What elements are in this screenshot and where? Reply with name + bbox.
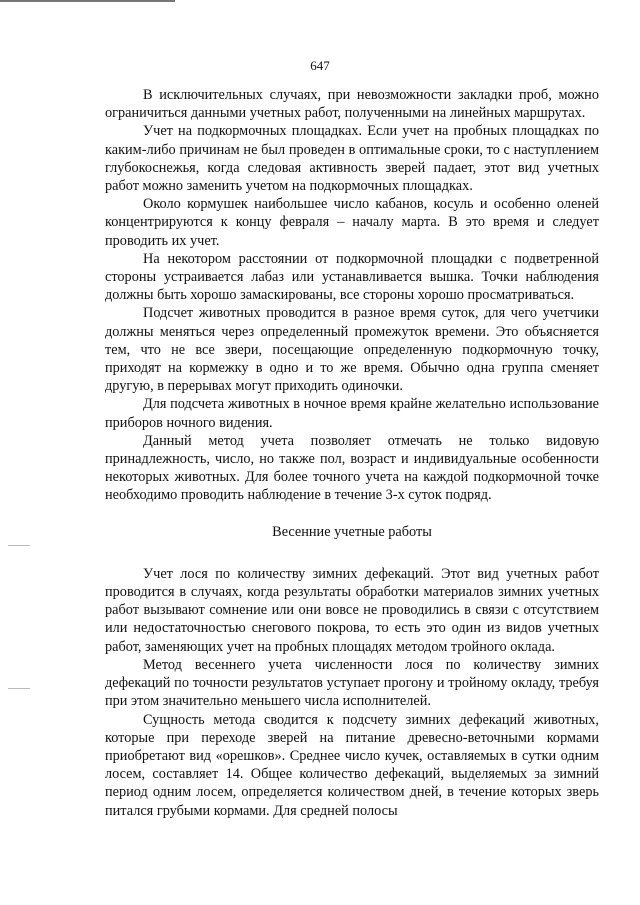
margin-mark <box>8 688 30 689</box>
section-heading: Весенние учетные работы <box>272 523 432 540</box>
paragraph: Сущность метода сводится к подсчету зимних дефекаций животных, которые при переходе зверей на питание древесно-веточными кормами приобретают вид «орешков». Среднее число кучек, оставляемых в сутки одним лосем, составляет 14. Общее количество дефекаций, выделяемых за зимний период одним лосем, определяется количеством дней, в течение которых зверь питался грубыми кормами. Для средней полосы <box>105 711 599 819</box>
paragraph: В исключительных случаях, при невозможности закладки проб, можно ограничиться данными учетных работ, полученными на линейных маршрутах. <box>105 87 599 122</box>
page-number: 647 <box>310 58 330 73</box>
paragraph: Данный метод учета позволяет отмечать не только видовую принадлежность, число, но также пол, возраст и индивидуальные особенности некоторых животных. Для более точного учета на каждой подкормочной точке необходимо проводить наблюдение в течение 3-х суток подряд. <box>105 432 599 504</box>
paragraph: Подсчет животных проводится в разное время суток, для чего учетчики должны меняться через определенный промежуток времени. Это объясняется тем, что не все звери, посещающие определенную подкормочную точку, приходят на кормежку в одно и то же время. Обычно одна группа сменяет другую, в перерывах могут приходить одиночки. <box>105 305 599 395</box>
paragraph: Для подсчета животных в ночное время крайне желательно использование приборов ночного видения. <box>105 396 599 431</box>
paragraph: Учет лося по количеству зимних дефекаций. Этот вид учетных работ проводится в случаях, когда результаты обработки материалов зимних учетных работ вызывают сомнение или они вовсе не проводились в связи с отсутствием или недостаточностью снегового покрова, то есть это один из видов учетных работ, заменяющих учет на пробных площадях методом тройного оклада. <box>105 565 599 655</box>
paragraph: На некотором расстоянии от подкормочной площадки с подветренной стороны устраивается лабаз или устанавливается вышка. Точки наблюдения должны быть хорошо замаскированы, все стороны хорошо просматриваться. <box>105 250 599 304</box>
page-body <box>105 86 599 820</box>
margin-mark <box>8 545 30 546</box>
paragraph: Учет на подкормочных площадках. Если учет на пробных площадках по каким-либо причинам не был проведен в оптимальные сроки, то с наступлением глубокоснежья, когда следовая активность зверей падает, этот вид учетных работ можно заменить учетом на подкормочных площадках. <box>105 123 599 195</box>
paragraph: Около кормушек наибольшее число кабанов, косуль и особенно оленей концентрируются к концу февраля – началу марта. В это время и следует проводить их учет. <box>105 196 599 249</box>
paragraph: Метод весеннего учета численности лося по количеству зимних дефекаций по точности результатов уступает прогону и тройному окладу, требуя при этом значительно меньшего числа исполнителей. <box>105 656 599 710</box>
top-scan-rule <box>0 0 175 2</box>
